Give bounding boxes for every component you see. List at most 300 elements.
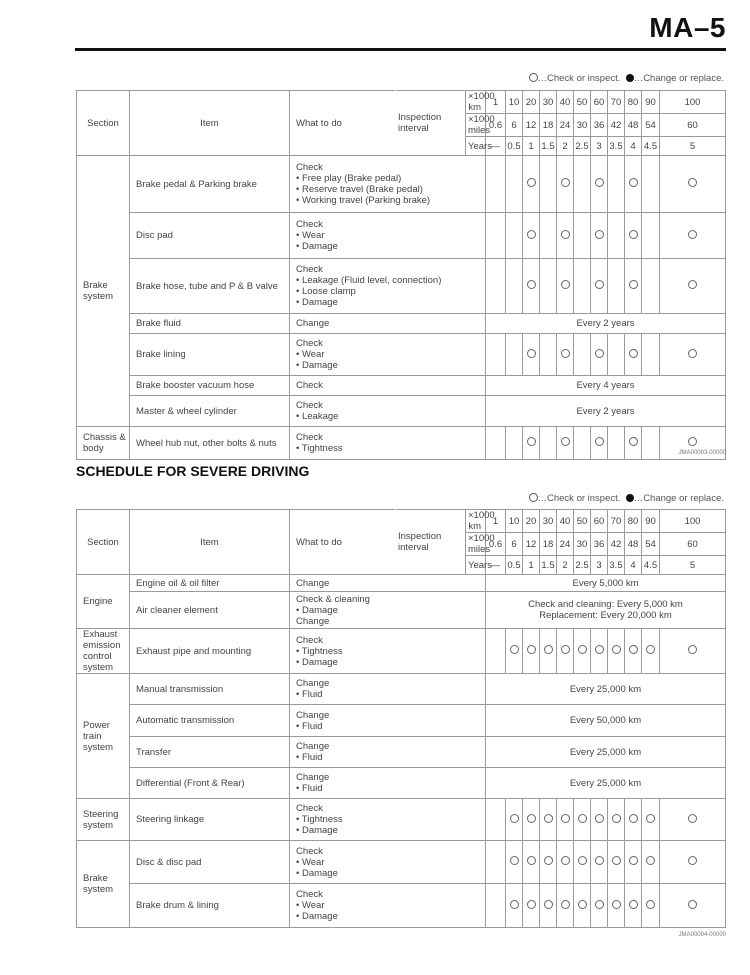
header-years-value: 3 — [591, 137, 608, 156]
table-row — [77, 592, 726, 629]
check-circle-icon — [561, 349, 570, 358]
table-row — [77, 841, 726, 884]
item-label: Air cleaner element — [130, 592, 290, 629]
check-circle-icon — [529, 73, 538, 82]
check-circle-icon — [578, 856, 587, 865]
check-circle-icon — [561, 645, 570, 654]
interval-cell — [625, 156, 642, 213]
legend-check: Check or inspect. — [547, 73, 621, 84]
what-to-do-line: • Working travel (Parking brake) — [296, 195, 431, 206]
what-to-do-line: • Damage — [296, 911, 338, 922]
interval-cell — [591, 884, 608, 928]
check-circle-icon — [527, 645, 536, 654]
header-km-value: 10 — [506, 510, 523, 533]
interval-text: Every 25,000 km — [486, 768, 726, 799]
item-label: Disc & disc pad — [130, 841, 290, 884]
header-inspection-interval: Inspection interval — [396, 91, 466, 156]
what-to-do-line: • Wear — [296, 900, 325, 911]
what-to-do-line: Change — [296, 318, 330, 329]
check-circle-icon — [688, 280, 697, 289]
interval-cell — [557, 334, 574, 376]
header-what-to-do: What to do — [290, 91, 396, 156]
interval-cell — [557, 629, 574, 674]
header-km-value: 1 — [486, 510, 506, 533]
what-to-do — [290, 841, 486, 884]
header-miles-value: 6 — [506, 114, 523, 137]
header-km-value: 10 — [506, 91, 523, 114]
interval-cell — [642, 629, 660, 674]
interval-cell — [608, 156, 625, 213]
what-to-do-line: • Wear — [296, 230, 325, 241]
item-label: Brake lining — [130, 334, 290, 376]
check-circle-icon — [561, 437, 570, 446]
what-to-do-line: Change — [296, 741, 330, 752]
legend-change: Change or replace. — [643, 73, 724, 84]
header-km-value: 30 — [540, 510, 557, 533]
table-row — [77, 259, 726, 314]
check-circle-icon — [578, 645, 587, 654]
interval-cell — [506, 841, 523, 884]
header-years-value: — — [486, 556, 506, 575]
what-to-do-line: Change — [296, 615, 330, 627]
what-to-do-line: Check — [296, 845, 323, 857]
check-circle-icon — [688, 349, 697, 358]
header-km-value: 20 — [523, 91, 540, 114]
header-miles-value: 24 — [557, 114, 574, 137]
interval-cell — [486, 427, 506, 460]
what-to-do-line: Check — [296, 400, 323, 411]
section-label: Brake system — [77, 841, 130, 928]
interval-cell — [642, 259, 660, 314]
interval-cell — [608, 334, 625, 376]
interval-cell — [486, 841, 506, 884]
check-circle-icon — [612, 645, 621, 654]
figure-code: JMA00003-00000 — [678, 450, 726, 456]
interval-cell — [574, 629, 591, 674]
header-section: Section — [77, 510, 130, 575]
interval-cell — [540, 799, 557, 841]
header-km-value: 90 — [642, 510, 660, 533]
table-row — [77, 799, 726, 841]
what-to-do-line: Check — [296, 162, 323, 173]
header-miles-value: 30 — [574, 533, 591, 556]
item-label: Steering linkage — [130, 799, 290, 841]
header-miles-value: 60 — [660, 533, 726, 556]
what-to-do — [290, 799, 486, 841]
what-to-do — [290, 674, 486, 705]
interval-cell — [557, 841, 574, 884]
check-circle-icon — [595, 856, 604, 865]
header-km-value: 100 — [660, 91, 726, 114]
check-circle-icon — [544, 814, 553, 823]
item-label: Disc pad — [130, 213, 290, 259]
interval-cell — [660, 629, 726, 674]
legend-check: Check or inspect. — [547, 493, 621, 504]
what-to-do-line: Change — [296, 709, 330, 721]
interval-cell — [608, 427, 625, 460]
check-circle-icon — [510, 814, 519, 823]
section-label: Chassis & body — [77, 427, 130, 460]
check-circle-icon — [688, 178, 697, 187]
check-circle-icon — [612, 856, 621, 865]
item-label: Brake hose, tube and P & B valve — [130, 259, 290, 314]
check-circle-icon — [527, 900, 536, 909]
check-circle-icon — [544, 645, 553, 654]
item-label: Engine oil & oil filter — [130, 575, 290, 592]
check-circle-icon — [629, 178, 638, 187]
check-circle-icon — [595, 349, 604, 358]
what-to-do-line: • Fluid — [296, 783, 323, 794]
interval-cell — [506, 259, 523, 314]
header-years-value: 3.5 — [608, 556, 625, 575]
header-miles-value: 18 — [540, 114, 557, 137]
item-label: Brake pedal & Parking brake — [130, 156, 290, 213]
header-rule — [75, 48, 726, 51]
interval-text: Every 2 years — [486, 396, 726, 427]
what-to-do-line: • Damage — [296, 360, 338, 371]
what-to-do — [290, 737, 486, 768]
section-label: Steering system — [77, 799, 130, 841]
interval-cell — [625, 427, 642, 460]
header-km-value: 90 — [642, 91, 660, 114]
interval-cell — [557, 213, 574, 259]
interval-cell — [660, 799, 726, 841]
header-what-to-do: What to do — [290, 510, 396, 575]
interval-cell — [506, 156, 523, 213]
table-row — [77, 768, 726, 799]
check-circle-icon — [561, 900, 570, 909]
item-label: Manual transmission — [130, 674, 290, 705]
interval-cell — [660, 156, 726, 213]
what-to-do — [290, 575, 486, 592]
what-to-do-line: • Fluid — [296, 752, 323, 763]
header-miles-value: 42 — [608, 114, 625, 137]
item-label: Wheel hub nut, other bolts & nuts — [130, 427, 290, 460]
interval-cell — [660, 841, 726, 884]
header-miles-value: 48 — [625, 114, 642, 137]
interval-cell — [574, 841, 591, 884]
header-years-value: 2.5 — [574, 137, 591, 156]
interval-cell — [574, 884, 591, 928]
interval-cell — [608, 841, 625, 884]
interval-cell — [642, 213, 660, 259]
what-to-do-line: • Tightness — [296, 443, 343, 454]
header-years-value: 0.5 — [506, 556, 523, 575]
interval-text: Every 2 years — [486, 314, 726, 334]
item-label: Exhaust pipe and mounting — [130, 629, 290, 674]
interval-cell — [486, 213, 506, 259]
interval-cell — [642, 156, 660, 213]
interval-cell — [660, 334, 726, 376]
interval-text: Every 50,000 km — [486, 705, 726, 737]
section-label: Power train system — [77, 674, 130, 799]
interval-cell — [486, 334, 506, 376]
check-circle-icon — [595, 814, 604, 823]
interval-cell — [557, 427, 574, 460]
item-label: Transfer — [130, 737, 290, 768]
check-circle-icon — [544, 856, 553, 865]
interval-cell — [486, 884, 506, 928]
check-circle-icon — [561, 280, 570, 289]
interval-cell — [540, 427, 557, 460]
header-km-value: 50 — [574, 91, 591, 114]
check-circle-icon — [629, 814, 638, 823]
interval-cell — [591, 799, 608, 841]
header-km-value: 20 — [523, 510, 540, 533]
what-to-do — [290, 376, 486, 396]
item-label: Brake fluid — [130, 314, 290, 334]
header-km-value: 80 — [625, 91, 642, 114]
interval-cell — [574, 427, 591, 460]
check-circle-icon — [510, 900, 519, 909]
table-row — [77, 674, 726, 705]
table-row — [77, 427, 726, 460]
check-circle-icon — [688, 814, 697, 823]
interval-cell — [506, 629, 523, 674]
interval-cell — [574, 334, 591, 376]
interval-cell — [540, 156, 557, 213]
header-miles-value: 42 — [608, 533, 625, 556]
check-circle-icon — [646, 900, 655, 909]
header-miles-value: 54 — [642, 533, 660, 556]
check-circle-icon — [629, 437, 638, 446]
interval-text: Every 4 years — [486, 376, 726, 396]
header-inspection-interval: Inspection interval — [396, 510, 466, 575]
what-to-do-line: • Tightness — [296, 814, 343, 825]
check-circle-icon — [595, 230, 604, 239]
header-miles-value: 48 — [625, 533, 642, 556]
legend: …Check or inspect. …Change or replace. — [529, 493, 725, 504]
header-years-value: 1 — [523, 556, 540, 575]
what-to-do-line: • Leakage — [296, 411, 339, 422]
what-to-do-line: • Free play (Brake pedal) — [296, 173, 402, 184]
interval-cell — [591, 427, 608, 460]
interval-cell — [574, 799, 591, 841]
what-to-do-line: Change — [296, 577, 330, 589]
interval-cell — [486, 259, 506, 314]
header-km-value: 40 — [557, 91, 574, 114]
header-km-label: ×1000 km — [466, 510, 486, 533]
interval-cell — [523, 799, 540, 841]
what-to-do-line: • Wear — [296, 856, 325, 868]
header-years-value: 4.5 — [642, 137, 660, 156]
item-label: Automatic transmission — [130, 705, 290, 737]
interval-cell — [486, 799, 506, 841]
what-to-do — [290, 259, 486, 314]
interval-cell — [608, 884, 625, 928]
check-circle-icon — [646, 645, 655, 654]
table-row — [77, 314, 726, 334]
check-circle-icon — [578, 814, 587, 823]
header-years-value: 3 — [591, 556, 608, 575]
interval-cell — [540, 259, 557, 314]
check-circle-icon — [561, 230, 570, 239]
item-label: Brake booster vacuum hose — [130, 376, 290, 396]
interval-cell — [660, 259, 726, 314]
header-miles-value: 54 — [642, 114, 660, 137]
section-label: Exhaust emission control system — [77, 629, 130, 674]
interval-cell — [523, 884, 540, 928]
interval-cell — [557, 799, 574, 841]
header-row — [77, 510, 726, 533]
header-km-value: 60 — [591, 510, 608, 533]
header-years-value: 0.5 — [506, 137, 523, 156]
interval-cell — [608, 799, 625, 841]
what-to-do-line: Check — [296, 889, 323, 900]
interval-cell — [625, 259, 642, 314]
what-to-do-line: Check — [296, 264, 323, 275]
what-to-do — [290, 427, 486, 460]
check-circle-icon — [595, 900, 604, 909]
header-item: Item — [130, 510, 290, 575]
interval-cell — [660, 213, 726, 259]
what-to-do-line: Check — [296, 338, 323, 349]
what-to-do-line: • Loose clamp — [296, 286, 356, 297]
interval-cell — [608, 213, 625, 259]
interval-cell — [591, 259, 608, 314]
check-circle-icon — [595, 437, 604, 446]
interval-cell — [591, 841, 608, 884]
check-circle-icon — [595, 178, 604, 187]
interval-cell — [625, 799, 642, 841]
header-miles-value: 30 — [574, 114, 591, 137]
check-circle-icon — [527, 856, 536, 865]
what-to-do-line: Check — [296, 219, 323, 230]
check-circle-icon — [629, 900, 638, 909]
header-years-value: 5 — [660, 137, 726, 156]
check-circle-icon — [629, 349, 638, 358]
check-circle-icon — [510, 645, 519, 654]
header-section: Section — [77, 91, 130, 156]
header-km-value: 100 — [660, 510, 726, 533]
what-to-do-line: Check — [296, 432, 323, 443]
interval-cell — [523, 259, 540, 314]
header-km-label: ×1000 km — [466, 91, 486, 114]
interval-cell — [523, 213, 540, 259]
check-circle-icon — [529, 493, 538, 502]
what-to-do-line: • Leakage (Fluid level, connection) — [296, 275, 442, 286]
interval-cell — [591, 213, 608, 259]
interval-cell — [506, 334, 523, 376]
header-miles-value: 24 — [557, 533, 574, 556]
check-circle-icon — [561, 814, 570, 823]
table-row — [77, 884, 726, 928]
header-miles-value: 6 — [506, 533, 523, 556]
interval-cell — [523, 629, 540, 674]
header-years-value: 1.5 — [540, 137, 557, 156]
interval-text: Every 25,000 km — [486, 737, 726, 768]
header-km-value: 70 — [608, 91, 625, 114]
interval-cell — [506, 213, 523, 259]
header-years-value: 2.5 — [574, 556, 591, 575]
interval-cell — [625, 629, 642, 674]
interval-cell — [642, 884, 660, 928]
item-label: Brake drum & lining — [130, 884, 290, 928]
item-label: Master & wheel cylinder — [130, 396, 290, 427]
check-circle-icon — [629, 230, 638, 239]
what-to-do-line: • Damage — [296, 825, 338, 836]
interval-cell — [574, 259, 591, 314]
what-to-do-line: • Damage — [296, 297, 338, 308]
table-row — [77, 213, 726, 259]
table-row — [77, 156, 726, 213]
header-km-value: 40 — [557, 510, 574, 533]
interval-cell — [642, 841, 660, 884]
schedule-table — [76, 90, 726, 460]
what-to-do — [290, 396, 486, 427]
interval-cell — [523, 334, 540, 376]
header-item: Item — [130, 91, 290, 156]
severe-schedule-table — [76, 509, 726, 928]
header-years-value: 5 — [660, 556, 726, 575]
interval-cell — [506, 427, 523, 460]
header-years-value: 3.5 — [608, 137, 625, 156]
what-to-do-line: Check & cleaning — [296, 593, 370, 605]
interval-cell — [625, 841, 642, 884]
what-to-do-line: Check — [296, 380, 323, 391]
check-circle-icon — [527, 280, 536, 289]
what-to-do — [290, 334, 486, 376]
header-row — [77, 91, 726, 114]
interval-cell — [523, 427, 540, 460]
header-years-value: 4 — [625, 137, 642, 156]
what-to-do-line: • Damage — [296, 241, 338, 252]
check-circle-icon — [527, 178, 536, 187]
change-dot-icon — [626, 494, 634, 502]
what-to-do-line: • Tightness — [296, 645, 343, 657]
check-circle-icon — [527, 230, 536, 239]
what-to-do-line: • Fluid — [296, 720, 323, 732]
interval-cell — [642, 799, 660, 841]
check-circle-icon — [688, 437, 697, 446]
check-circle-icon — [688, 856, 697, 865]
check-circle-icon — [646, 856, 655, 865]
table-row — [77, 334, 726, 376]
interval-cell — [591, 156, 608, 213]
interval-cell — [608, 629, 625, 674]
header-years-label: Years — [466, 556, 486, 575]
table-row — [77, 737, 726, 768]
interval-cell — [608, 259, 625, 314]
what-to-do — [290, 592, 486, 629]
what-to-do — [290, 705, 486, 737]
interval-text: Check and cleaning: Every 5,000 km Replacement: Every 20,000 km — [486, 592, 726, 629]
what-to-do-line: • Damage — [296, 867, 338, 879]
table-row — [77, 705, 726, 737]
section-label: Brake system — [77, 156, 130, 427]
what-to-do-line: • Damage — [296, 604, 338, 616]
interval-cell — [506, 799, 523, 841]
check-circle-icon — [595, 645, 604, 654]
interval-cell — [625, 213, 642, 259]
what-to-do — [290, 314, 486, 334]
interval-cell — [625, 884, 642, 928]
header-miles-value: 36 — [591, 114, 608, 137]
what-to-do — [290, 156, 486, 213]
header-km-value: 1 — [486, 91, 506, 114]
what-to-do — [290, 629, 486, 674]
header-years-value: 1.5 — [540, 556, 557, 575]
what-to-do-line: Check — [296, 634, 323, 646]
check-circle-icon — [688, 900, 697, 909]
header-years-label: Years — [466, 137, 486, 156]
interval-cell — [557, 156, 574, 213]
interval-cell — [540, 841, 557, 884]
header-miles-value: 60 — [660, 114, 726, 137]
check-circle-icon — [629, 280, 638, 289]
header-km-value: 80 — [625, 510, 642, 533]
interval-cell — [642, 334, 660, 376]
